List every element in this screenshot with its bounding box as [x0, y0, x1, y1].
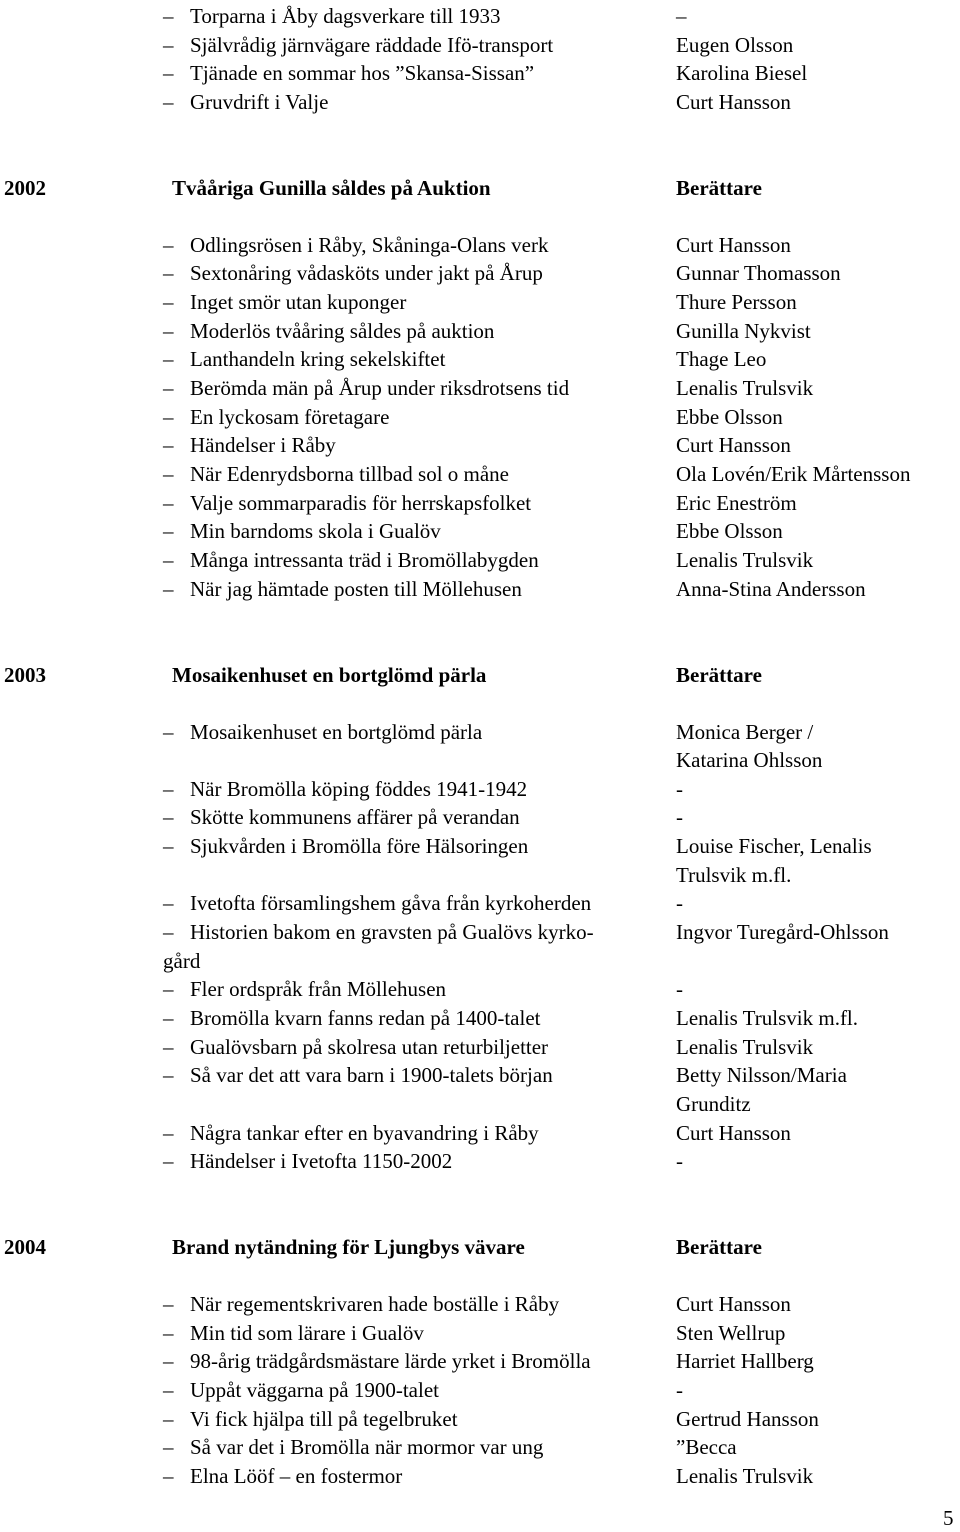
list-item: [0, 1119, 960, 1147]
story-title: Torparna i Åby dagsverkare till 1933: [190, 4, 501, 28]
list-item: [0, 88, 960, 116]
dash: –: [163, 261, 174, 285]
dash: –: [163, 491, 174, 515]
section-header-2003: [0, 661, 960, 689]
story-title: Så var det i Bromölla när mormor var ung: [190, 1435, 544, 1459]
list-item: [0, 431, 960, 459]
dash: –: [163, 61, 174, 85]
storyteller: Betty Nilsson/Maria: [676, 1063, 847, 1087]
dash: –: [163, 1464, 174, 1488]
storyteller: Curt Hansson: [676, 1292, 791, 1316]
story-title: Sjukvården i Bromölla före Hälsoringen: [190, 834, 529, 858]
story-title: Odlingsrösen i Råby, Skåninga-Olans verk: [190, 233, 549, 257]
storyteller: –: [676, 4, 687, 28]
list-item: [0, 575, 960, 603]
storyteller: Harriet Hallberg: [676, 1349, 814, 1373]
story-title: Moderlös tvååring såldes på auktion: [190, 319, 495, 343]
story-title: Några tankar efter en byavandring i Råby: [190, 1121, 539, 1145]
list-item-continuation: [0, 947, 960, 975]
dash: –: [163, 777, 174, 801]
list-item: [0, 975, 960, 1003]
story-title: Händelser i Råby: [190, 433, 336, 457]
storyteller: Curt Hansson: [676, 1121, 791, 1145]
list-item: [0, 288, 960, 316]
list-item: [0, 1405, 960, 1433]
list-item: [0, 489, 960, 517]
story-title: En lyckosam företagare: [190, 405, 390, 429]
story-title: gård: [163, 949, 201, 973]
dash: –: [163, 1321, 174, 1345]
list-item: [0, 803, 960, 831]
dash: –: [163, 1121, 174, 1145]
story-title: Vi fick hjälpa till på tegelbruket: [190, 1407, 458, 1431]
story-title: Bromölla kvarn fanns redan på 1400-talet: [190, 1006, 541, 1030]
storyteller: Eugen Olsson: [676, 33, 794, 57]
storyteller: Karolina Biesel: [676, 61, 808, 85]
storyteller: Monica Berger /: [676, 720, 814, 744]
story-title: Historien bakom en gravsten på Gualövs kyrko-: [190, 920, 594, 944]
dash: –: [163, 1292, 174, 1316]
dash: –: [163, 834, 174, 858]
dash: –: [163, 1435, 174, 1459]
storyteller: -: [676, 805, 683, 829]
dash: –: [163, 376, 174, 400]
storyteller: Louise Fischer, Lenalis: [676, 834, 872, 858]
story-title: Mosaikenhuset en bortglömd pärla: [190, 720, 483, 744]
list-item-continuation: [0, 1090, 960, 1118]
storyteller: Thure Persson: [676, 290, 797, 314]
list-item: [0, 718, 960, 746]
dash: –: [163, 1407, 174, 1431]
story-title: Uppåt väggarna på 1900-talet: [190, 1378, 439, 1402]
story-title: Självrådig järnvägare räddade Ifö-transport: [190, 33, 554, 57]
dash: –: [163, 233, 174, 257]
storyteller-heading: Berättare: [676, 1235, 762, 1259]
story-title: Inget smör utan kuponger: [190, 290, 407, 314]
dash: –: [163, 405, 174, 429]
storyteller: Trulsvik m.fl.: [676, 863, 792, 887]
storyteller-heading: Berättare: [676, 176, 762, 200]
dash: –: [163, 720, 174, 744]
storyteller: Gunilla Nykvist: [676, 319, 811, 343]
storyteller: Curt Hansson: [676, 233, 791, 257]
story-title: Valje sommarparadis för herrskapsfolket: [190, 491, 532, 515]
dash: –: [163, 4, 174, 28]
dash: –: [163, 1035, 174, 1059]
section-title: Brand nytändning för Ljungbys vävare: [172, 1235, 525, 1259]
story-title: Gualövsbarn på skolresa utan returbiljetter: [190, 1035, 549, 1059]
story-title: När regementskrivaren hade boställe i Råby: [190, 1292, 560, 1316]
list-item: [0, 2, 960, 30]
storyteller: Sten Wellrup: [676, 1321, 786, 1345]
dash: –: [163, 1063, 174, 1087]
list-item: [0, 1004, 960, 1032]
list-item: [0, 1376, 960, 1404]
story-title: Skötte kommunens affärer på verandan: [190, 805, 520, 829]
storyteller: Lenalis Trulsvik: [676, 548, 814, 572]
list-item: [0, 1433, 960, 1461]
storyteller: Thage Leo: [676, 347, 767, 371]
list-item: [0, 832, 960, 860]
list-item: [0, 775, 960, 803]
dash: –: [163, 920, 174, 944]
list-item: [0, 1147, 960, 1175]
storyteller: Ingvor Turegård-Ohlsson: [676, 920, 889, 944]
list-item: [0, 259, 960, 287]
list-item: [0, 403, 960, 431]
storyteller: Lenalis Trulsvik: [676, 376, 814, 400]
list-item: [0, 1033, 960, 1061]
dash: –: [163, 519, 174, 543]
story-title: Sextonåring vådasköts under jakt på Årup: [190, 261, 543, 285]
section-title: Mosaikenhuset en bortglömd pärla: [172, 663, 487, 687]
storyteller: Curt Hansson: [676, 433, 791, 457]
storyteller: Eric Eneström: [676, 491, 797, 515]
story-title: När jag hämtade posten till Möllehusen: [190, 577, 522, 601]
story-title: Så var det att vara barn i 1900-talets början: [190, 1063, 553, 1087]
list-item: [0, 546, 960, 574]
dash: –: [163, 347, 174, 371]
section-year: 2004: [4, 1235, 46, 1259]
story-title: Tjänade en sommar hos ”Skansa-Sissan”: [190, 61, 535, 85]
section-title: Tvååriga Gunilla såldes på Auktion: [172, 176, 491, 200]
list-item-continuation: [0, 861, 960, 889]
section-year: 2003: [4, 663, 46, 687]
story-title: Berömda män på Årup under riksdrotsens tid: [190, 376, 570, 400]
list-item: [0, 1290, 960, 1318]
dash: –: [163, 433, 174, 457]
list-item: [0, 1347, 960, 1375]
list-item: [0, 889, 960, 917]
section-year: 2002: [4, 176, 46, 200]
page-number: 5: [943, 1506, 954, 1530]
storyteller: ”Becca: [676, 1435, 737, 1459]
dash: –: [163, 90, 174, 114]
list-item-continuation: [0, 746, 960, 774]
list-item: [0, 1319, 960, 1347]
dash: –: [163, 1349, 174, 1373]
storyteller: Ebbe Olsson: [676, 405, 783, 429]
list-item: [0, 31, 960, 59]
story-title: Lanthandeln kring sekelskiftet: [190, 347, 446, 371]
list-item: [0, 1462, 960, 1490]
story-title: Händelser i Ivetofta 1150-2002: [190, 1149, 453, 1173]
list-item: [0, 231, 960, 259]
storyteller: Gunnar Thomasson: [676, 261, 841, 285]
story-title: 98-årig trädgårdsmästare lärde yrket i Bromölla: [190, 1349, 591, 1373]
dash: –: [163, 33, 174, 57]
dash: –: [163, 290, 174, 314]
storyteller: Lenalis Trulsvik m.fl.: [676, 1006, 859, 1030]
dash: –: [163, 891, 174, 915]
story-title: Fler ordspråk från Möllehusen: [190, 977, 447, 1001]
story-title: Ivetofta församlingshem gåva från kyrkoherden: [190, 891, 592, 915]
list-item: [0, 345, 960, 373]
storyteller-heading: Berättare: [676, 663, 762, 687]
storyteller: Ebbe Olsson: [676, 519, 783, 543]
list-item: [0, 1061, 960, 1089]
list-item: [0, 374, 960, 402]
storyteller: -: [676, 977, 683, 1001]
dash: –: [163, 1378, 174, 1402]
dash: –: [163, 1006, 174, 1030]
dash: –: [163, 462, 174, 486]
story-title: Elna Lööf – en fostermor: [190, 1464, 403, 1488]
story-title: När Bromölla köping föddes 1941-1942: [190, 777, 528, 801]
dash: –: [163, 977, 174, 1001]
storyteller: Ola Lovén/Erik Mårtensson: [676, 462, 911, 486]
storyteller: Anna-Stina Andersson: [676, 577, 866, 601]
dash: –: [163, 319, 174, 343]
story-title: Många intressanta träd i Bromöllabygden: [190, 548, 539, 572]
story-title: Min barndoms skola i Gualöv: [190, 519, 441, 543]
storyteller: Katarina Ohlsson: [676, 748, 823, 772]
storyteller: Lenalis Trulsvik: [676, 1464, 814, 1488]
storyteller: Curt Hansson: [676, 90, 791, 114]
dash: –: [163, 577, 174, 601]
list-item: [0, 317, 960, 345]
section-header-2002: [0, 174, 960, 202]
storyteller: -: [676, 1149, 683, 1173]
list-item: [0, 59, 960, 87]
dash: –: [163, 805, 174, 829]
storyteller: Gertrud Hansson: [676, 1407, 819, 1431]
dash: –: [163, 548, 174, 572]
list-item: [0, 460, 960, 488]
list-item: [0, 517, 960, 545]
story-title: Min tid som lärare i Gualöv: [190, 1321, 424, 1345]
storyteller: -: [676, 891, 683, 915]
dash: –: [163, 1149, 174, 1173]
section-header-2004: [0, 1233, 960, 1261]
storyteller: -: [676, 1378, 683, 1402]
story-title: Gruvdrift i Valje: [190, 90, 329, 114]
storyteller: Grunditz: [676, 1092, 751, 1116]
storyteller: Lenalis Trulsvik: [676, 1035, 814, 1059]
storyteller: -: [676, 777, 683, 801]
list-item: [0, 918, 960, 946]
story-title: När Edenrydsborna tillbad sol o måne: [190, 462, 509, 486]
